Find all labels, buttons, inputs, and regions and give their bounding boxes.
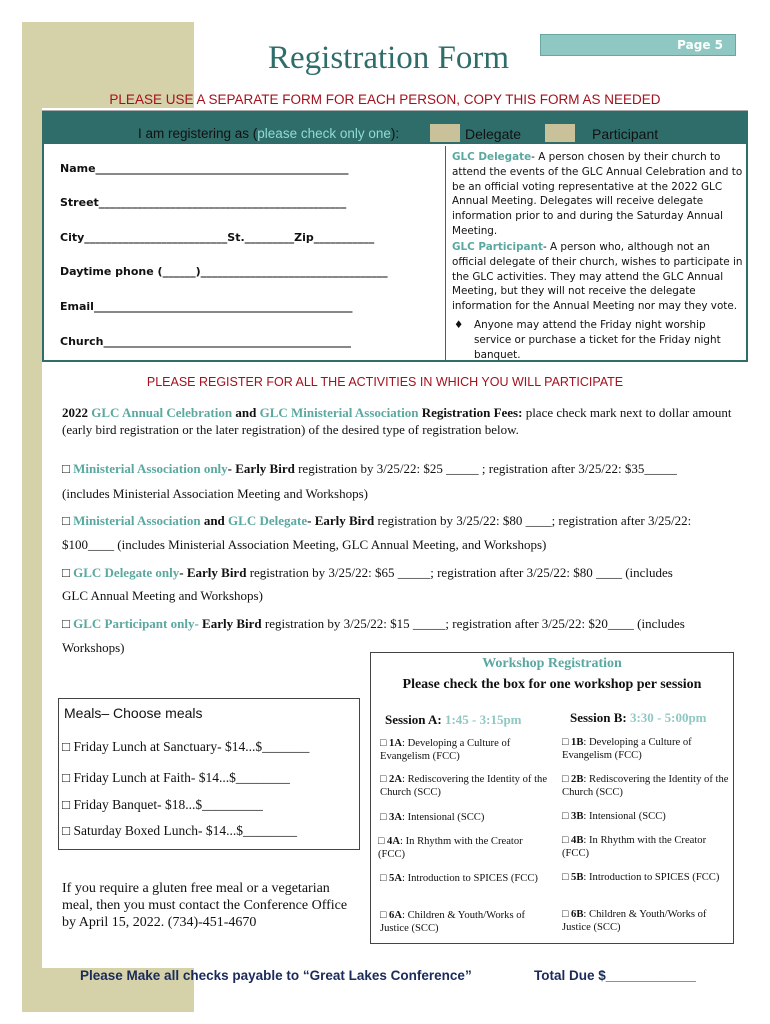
street-field[interactable]: Street_____________________________________________ (60, 196, 347, 209)
city-state-zip-field[interactable]: City__________________________St._________Zip___________ (60, 231, 375, 244)
workshop-3b[interactable]: □ 3B: Intensional (SCC) (562, 811, 666, 822)
participant-option-label: Participant (592, 126, 659, 142)
workshop-4a[interactable]: □ 4A: In Rhythm with the Creator (FCC) (378, 836, 523, 860)
activities-heading: PLEASE REGISTER FOR ALL THE ACTIVITIES IN WHICH YOU WILL PARTICIPATE (146, 375, 624, 389)
option-ministerial-only-note: (includes Ministerial Association Meeting and Workshops) (62, 486, 368, 501)
workshop-6b[interactable]: □ 6B: Children & Youth/Works of Justice (SCC) (562, 909, 707, 933)
workshop-1a[interactable]: □ 1A: Developing a Culture of Evangelism (FCC) (380, 738, 511, 762)
option-ministerial-and-delegate[interactable]: □ Ministerial Association and GLC Delegate- Early Bird registration by 3/25/22: $80 ____; registration after 3/25/22: (62, 513, 692, 528)
delegate-definition: GLC Delegate- A person chosen by their church to attend the events of the GLC Annual Celebration and to be an official voting representative at the 2022 GLC Annual Meeting. Delegates will receive delegate information prior to and during the Saturday Annual Meeting. (452, 151, 743, 237)
registering-as-text: I am registering as (please check only one): (138, 126, 400, 141)
info-divider (445, 146, 446, 360)
page-title: Registration Form (268, 40, 510, 76)
workshop-5a[interactable]: □ 5A: Introduction to SPICES (FCC) (380, 873, 538, 884)
meals-title: Meals– Choose meals (64, 705, 203, 721)
session-a-heading: Session A: 1:45 - 3:15pm (385, 712, 522, 727)
meal-saturday-boxed-lunch[interactable]: □ Saturday Boxed Lunch- $14...$________ (62, 823, 297, 838)
participant-checkbox[interactable] (545, 124, 575, 142)
dietary-note: If you require a gluten free meal or a vegetarian meal, then you must contact the Conference Office by April 15, 2022. (734)-451-4670 (62, 881, 348, 930)
workshop-5b[interactable]: □ 5B: Introduction to SPICES (FCC) (562, 872, 720, 883)
delegate-option-label: Delegate (465, 126, 522, 142)
meal-friday-banquet[interactable]: □ Friday Banquet- $18...$_________ (62, 797, 263, 812)
meal-friday-lunch-sanctuary[interactable]: □ Friday Lunch at Sanctuary- $14...$_______ (62, 739, 310, 754)
registration-fees-paragraph: 2022 GLC Annual Celebration and GLC Ministerial Association Registration Fees: place check mark next to dollar amount (early bird registration or the later registration) of the desired type of registration below. (62, 405, 732, 437)
option-delegate-only[interactable]: □ GLC Delegate only- Early Bird registration by 3/25/22: $65 _____; registration after 3/25/22: $80 ____ (includes (62, 565, 673, 580)
workshop-6a[interactable]: □ 6A: Children & Youth/Works of Justice (SCC) (380, 910, 526, 934)
workshop-title: Workshop Registration (482, 656, 622, 671)
workshop-3a[interactable]: □ 3A: Intensional (SCC) (380, 812, 485, 823)
page-number-tab: Page 5 (540, 34, 736, 56)
session-b-heading: Session B: 3:30 - 5:00pm (570, 710, 707, 725)
workshop-2b[interactable]: □ 2B: Rediscovering the Identity of the Church (SCC) (562, 774, 729, 798)
total-due-field[interactable]: Total Due $____________ (534, 968, 696, 983)
workshop-2a[interactable]: □ 2A: Rediscovering the Identity of the Church (SCC) (380, 774, 548, 798)
workshop-1b[interactable]: □ 1B: Developing a Culture of Evangelism (FCC) (562, 737, 692, 761)
workshop-subtitle: Please check the box for one workshop per session (402, 677, 702, 692)
participant-definition: GLC Participant- A person who, although not an official delegate of their church, wishes to participate in the GLC activities. They may attend the GLC Annual Meeting, but they will not receive the delegate information for the Annual Meeting nor may they vote. (452, 241, 743, 313)
separate-form-instruction: PLEASE USE A SEPARATE FORM FOR EACH PERSON, COPY THIS FORM AS NEEDED (109, 92, 661, 107)
option-delegate-only-note: GLC Annual Meeting and Workshops) (62, 588, 263, 603)
workshop-4b[interactable]: □ 4B: In Rhythm with the Creator (FCC) (562, 835, 707, 859)
option-participant-only[interactable]: □ GLC Participant only- Early Bird registration by 3/25/22: $15 _____; registration after 3/25/22: $20____ (includes (62, 616, 685, 631)
meal-friday-lunch-faith[interactable]: □ Friday Lunch at Faith- $14...$________ (62, 770, 290, 785)
daytime-phone-field[interactable]: Daytime phone (______)__________________________________ (60, 265, 388, 278)
delegate-checkbox[interactable] (430, 124, 460, 142)
email-field[interactable]: Email_______________________________________________ (60, 300, 353, 313)
church-field[interactable]: Church_____________________________________________ (60, 335, 352, 348)
option-participant-only-note: Workshops) (62, 640, 125, 655)
checks-payable-note: Please Make all checks payable to “Great Lakes Conference” (80, 968, 472, 983)
name-field[interactable]: Name______________________________________________ (60, 162, 349, 175)
option-ministerial-only[interactable]: □ Ministerial Association only- Early Bird registration by 3/25/22: $25 _____ ; registration after 3/25/22: $35_____ (62, 461, 677, 476)
option-ministerial-and-delegate-note: $100____ (includes Ministerial Association Meeting, GLC Annual Meeting, and Workshops) (62, 537, 547, 552)
diamond-bullet-icon: ♦ (454, 319, 464, 331)
